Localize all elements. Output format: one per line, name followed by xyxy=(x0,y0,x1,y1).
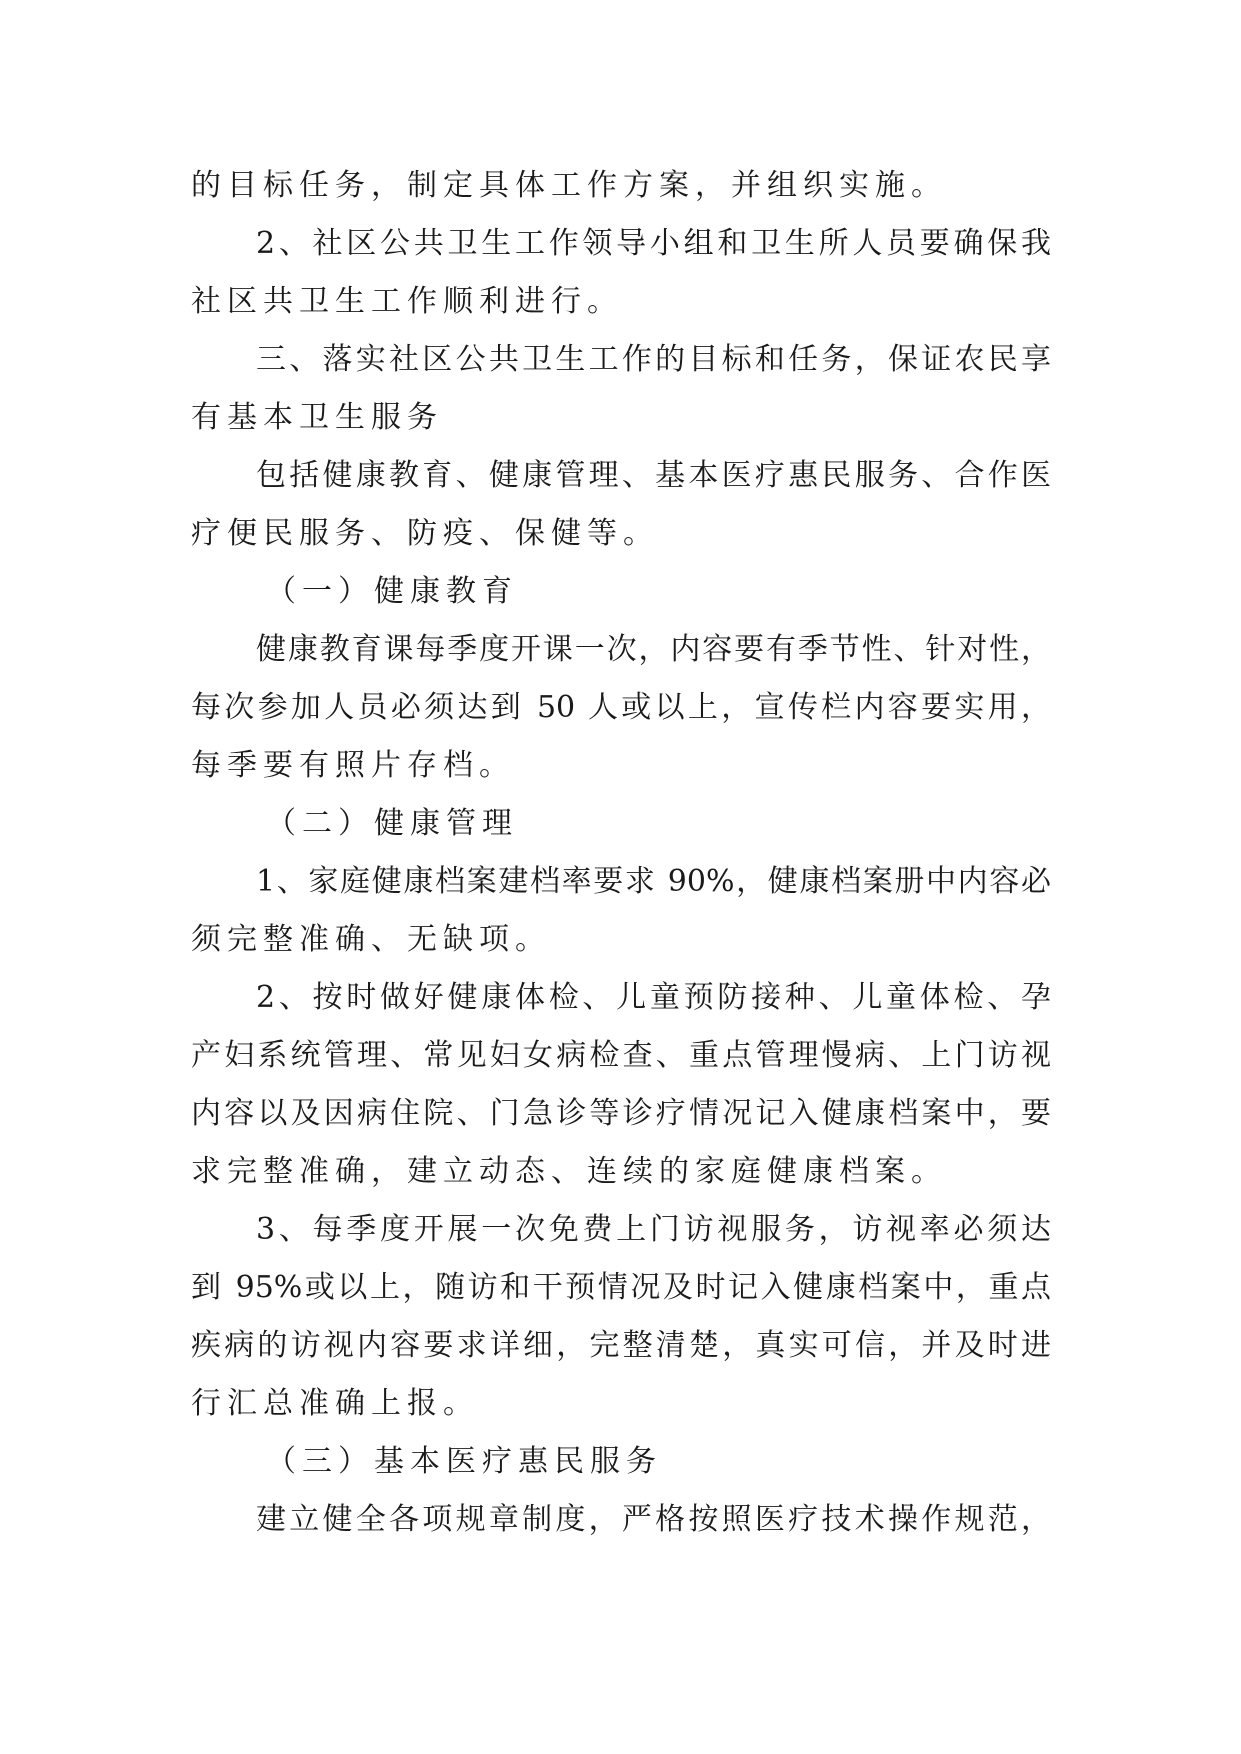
text-line: 2、按时做好健康体检、儿童预防接种、儿童体检、孕 xyxy=(256,980,1051,1015)
section-heading: （二）健康管理 xyxy=(266,806,518,841)
text-line: 每次参加人员必须达到 50 人或以上，宣传栏内容要实用， xyxy=(191,690,1051,725)
text-line: 建立健全各项规章制度，严格按照医疗技术操作规范， xyxy=(256,1502,1051,1537)
text-line: 健康教育课每季度开课一次，内容要有季节性、针对性， xyxy=(256,632,1051,667)
text-line: 有基本卫生服务 xyxy=(191,400,443,435)
text-line: 三、落实社区公共卫生工作的目标和任务，保证农民享 xyxy=(256,342,1051,377)
text-line: 疗便民服务、防疫、保健等。 xyxy=(191,516,659,551)
text-line: 须完整准确、无缺项。 xyxy=(191,922,551,957)
text-line: 1、家庭健康档案建档率要求 90%，健康档案册中内容必 xyxy=(256,864,1051,899)
text-line: 的目标任务，制定具体工作方案，并组织实施。 xyxy=(191,168,947,203)
text-line: 产妇系统管理、常见妇女病检查、重点管理慢病、上门访视 xyxy=(191,1038,1051,1073)
text-line: 行汇总准确上报。 xyxy=(191,1386,479,1421)
text-line: 求完整准确，建立动态、连续的家庭健康档案。 xyxy=(191,1154,947,1189)
text-line: 疾病的访视内容要求详细，完整清楚，真实可信，并及时进 xyxy=(191,1328,1051,1363)
section-heading: （一）健康教育 xyxy=(266,574,518,609)
text-line: 内容以及因病住院、门急诊等诊疗情况记入健康档案中，要 xyxy=(191,1096,1051,1131)
text-line: 每季要有照片存档。 xyxy=(191,748,515,783)
section-heading: （三）基本医疗惠民服务 xyxy=(266,1444,662,1479)
text-line: 3、每季度开展一次免费上门访视服务，访视率必须达 xyxy=(256,1212,1051,1247)
text-line: 到 95%或以上，随访和干预情况及时记入健康档案中，重点 xyxy=(191,1270,1051,1305)
text-line: 社区共卫生工作顺利进行。 xyxy=(191,284,623,319)
text-line: 包括健康教育、健康管理、基本医疗惠民服务、合作医 xyxy=(256,458,1051,493)
text-line: 2、社区公共卫生工作领导小组和卫生所人员要确保我 xyxy=(256,226,1051,261)
